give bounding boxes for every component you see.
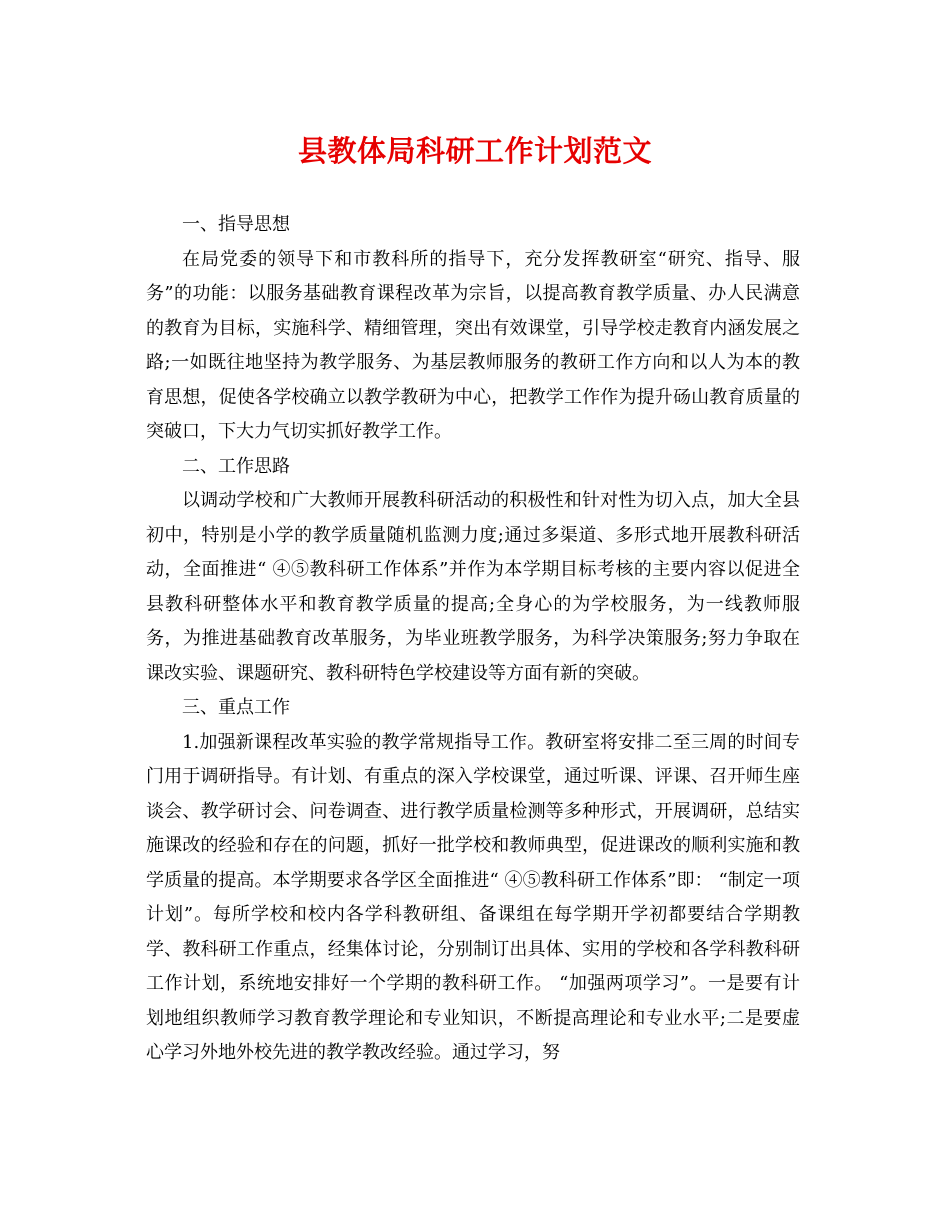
section-heading: 三、重点工作 (182, 697, 290, 718)
document-title: 县教体局科研工作计划范文 (297, 134, 652, 168)
body-paragraph: 1.加强新课程改革实验的教学常规指导工作。教研室将安排二至三周的时间专门用于调研指导。有计划、有重点的深入学校课堂，通过听课、评课、召开师生座谈会、教学研讨会、问卷调查、进行教学质量检测等多种形式，开展调研，总结实施课改的经验和存在的问题，抓好一批学校和教师典型，促进课改的顺利实施和教学质量的提高。本学期要求各学区全面推进“ ④⑤教科研工作体系”即： “制定一项计划”。每所学校和校内各学科教研组、备课组在每学期开学初都要结合学期教学、教科研工作重点，经集体讨论，分别制订出具体、实用的学校和各学科教科研工作计划，系统地安排好一个学期的教科研工作。 “加强两项学习”。一是要有计划地组织教师学习教育教学理论和专业知识，不断提高理论和专业水平;二是要虚心学习外地外校先进的教学教改经验。通过学习，努 (146, 731, 800, 1063)
section-heading: 一、指导思想 (182, 214, 290, 235)
body-paragraph: 以调动学校和广大教师开展教科研活动的积极性和针对性为切入点，加大全县初中，特别是小学的教学质量随机监测力度;通过多渠道、多形式地开展教科研活动，全面推进“ ④⑤教科研工作体系”并作为本学期目标考核的主要内容以促进全县教科研整体水平和教育教学质量的提高;全身心的为学校服务，为一线教师服务，为推进基础教育改革服务，为毕业班教学服务，为科学决策服务;努力争取在课改实验、课题研究、教科研特色学校建设等方面有新的突破。 (146, 490, 800, 684)
document-body (146, 208, 800, 1071)
body-paragraph: 在局党委的领导下和市教科所的指导下，充分发挥教研室“研究、指导、服务”的功能：以服务基础教育课程改革为宗旨，以提高教育教学质量、办人民满意的教育为目标，实施科学、精细管理，突出有效课堂，引导学校走教育内涵发展之路;一如既往地坚持为教学服务、为基层教师服务的教研工作方向和以人为本的教育思想，促使各学校确立以教学教研为中心，把教学工作作为提升砀山教育质量的突破口，下大力气切实抓好教学工作。 (146, 248, 800, 442)
section-heading: 二、工作思路 (182, 455, 290, 477)
